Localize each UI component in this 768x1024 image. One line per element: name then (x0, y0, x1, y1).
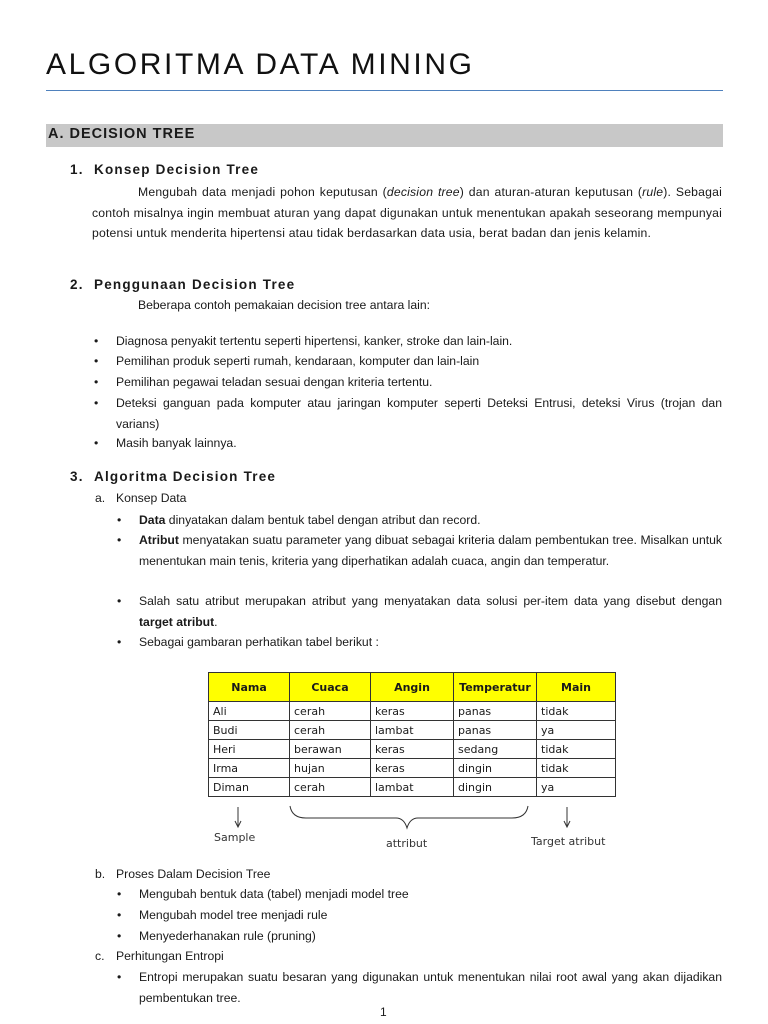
paragraph-konsep: Mengubah data menjadi pohon keputusan (decision tree) dan aturan-aturan keputusan (rule). Sebagai contoh misalnya ingin membuat aturan yang dapat digunakan untuk menentukan apakah seseorang mempunyai potensi untuk menderita hipertensi atau tidak berdasarkan data usia, berat badan dan jenis kelamin. (92, 185, 722, 240)
table-cell: panas (454, 721, 537, 740)
label-sample: Sample (214, 831, 256, 844)
page-title: ALGORITMA DATA MINING (46, 48, 475, 81)
page-number: 1 (380, 1005, 387, 1019)
attribute-brace-icon (290, 806, 528, 828)
table-cell: berawan (290, 740, 371, 759)
bullet-icon: • (94, 436, 99, 450)
table-cell: ya (537, 778, 616, 797)
column-header-temperatur: Temperatur (454, 673, 537, 702)
bullet-icon: • (117, 635, 122, 649)
table-cell: dingin (454, 759, 537, 778)
table-cell: cerah (290, 778, 371, 797)
list-item: • Pemilihan pegawai teladan sesuai dengan kriteria tertentu. (116, 372, 722, 393)
table-cell: hujan (290, 759, 371, 778)
section-title: A. DECISION TREE (48, 126, 196, 142)
list-item: • Atribut menyatakan suatu parameter yang dibuat sebagai kriteria dalam pembentukan tree. Misalkan untuk menentukan main tenis, kriteria yang diperhatikan adalah cuaca, angin dan temperatur. (139, 530, 722, 571)
table-cell: sedang (454, 740, 537, 759)
subsection-title: Konsep Data (116, 491, 187, 505)
table-cell: keras (371, 702, 454, 721)
table-cell: panas (454, 702, 537, 721)
bullet-icon: • (117, 533, 122, 547)
list-item: • Salah satu atribut merupakan atribut yang menyatakan data solusi per-item data yang disebut dengan target atribut. (139, 591, 722, 632)
list-item: • Masih banyak lainnya. (116, 433, 722, 454)
bullet-icon: • (94, 396, 99, 410)
subsection-title: Proses Dalam Decision Tree (116, 867, 271, 881)
bullet-icon: • (94, 375, 99, 389)
list-item: • Mengubah bentuk data (tabel) menjadi model tree (139, 884, 722, 905)
table-cell: Ali (209, 702, 290, 721)
heading-number: 1. (70, 162, 84, 177)
table-cell: cerah (290, 702, 371, 721)
table-cell: tidak (537, 759, 616, 778)
table-cell: Irma (209, 759, 290, 778)
bullet-icon: • (117, 970, 122, 984)
list-item: • Sebagai gambaran perhatikan tabel berikut : (139, 632, 722, 653)
table-cell: tidak (537, 702, 616, 721)
table-cell: keras (371, 759, 454, 778)
subsection-label: b. (95, 867, 106, 881)
list-item: • Mengubah model tree menjadi rule (139, 905, 722, 926)
heading-text: Konsep Decision Tree (94, 162, 260, 177)
heading-number: 2. (70, 277, 84, 292)
table-cell: keras (371, 740, 454, 759)
bullet-icon: • (117, 513, 122, 527)
heading-number: 3. (70, 469, 84, 484)
table-cell: tidak (537, 740, 616, 759)
column-header-main: Main (537, 673, 616, 702)
list-item: • Deteksi ganguan pada komputer atau jaringan komputer seperti Deteksi Entrusi, deteksi Virus (trojan dan varians) (116, 393, 722, 434)
bullet-icon: • (117, 594, 122, 608)
table-cell: ya (537, 721, 616, 740)
list-item: • Pemilihan produk seperti rumah, kendaraan, komputer dan lain-lain (116, 351, 722, 372)
table-cell: Budi (209, 721, 290, 740)
subsection-c (95, 946, 224, 966)
table-cell: Diman (209, 778, 290, 797)
heading-text: Algoritma Decision Tree (94, 469, 277, 484)
column-header-angin: Angin (371, 673, 454, 702)
list-item: • Data dinyatakan dalam bentuk tabel dengan atribut dan record. (139, 510, 722, 531)
bullet-icon: • (117, 908, 122, 922)
subsection-b (95, 864, 271, 884)
list-item: • Entropi merupakan suatu besaran yang digunakan untuk menentukan nilai root awal yang akan dijadikan pembentukan tree. (139, 967, 722, 1008)
heading-text: Penggunaan Decision Tree (94, 277, 296, 292)
subsection-title: Perhitungan Entropi (116, 949, 224, 963)
table-cell: lambat (371, 778, 454, 797)
table-cell: lambat (371, 721, 454, 740)
column-header-cuaca: Cuaca (290, 673, 371, 702)
bullet-icon: • (94, 334, 99, 348)
column-header-nama: Nama (209, 673, 290, 702)
list-item: • Diagnosa penyakit tertentu seperti hipertensi, kanker, stroke dan lain-lain. (116, 331, 722, 352)
table-cell: cerah (290, 721, 371, 740)
table-cell: Heri (209, 740, 290, 759)
subsection-label: a. (95, 491, 106, 505)
label-target-atribut: Target atribut (531, 835, 606, 848)
bullet-icon: • (94, 354, 99, 368)
table-cell: dingin (454, 778, 537, 797)
bullet-icon: • (117, 929, 122, 943)
subsection-label: c. (95, 949, 105, 963)
paragraph-penggunaan-intro: Beberapa contoh pemakaian decision tree antara lain: (138, 298, 431, 312)
bullet-icon: • (117, 887, 122, 901)
label-attribut: attribut (386, 837, 428, 850)
list-item: • Menyederhanakan rule (pruning) (139, 926, 722, 947)
